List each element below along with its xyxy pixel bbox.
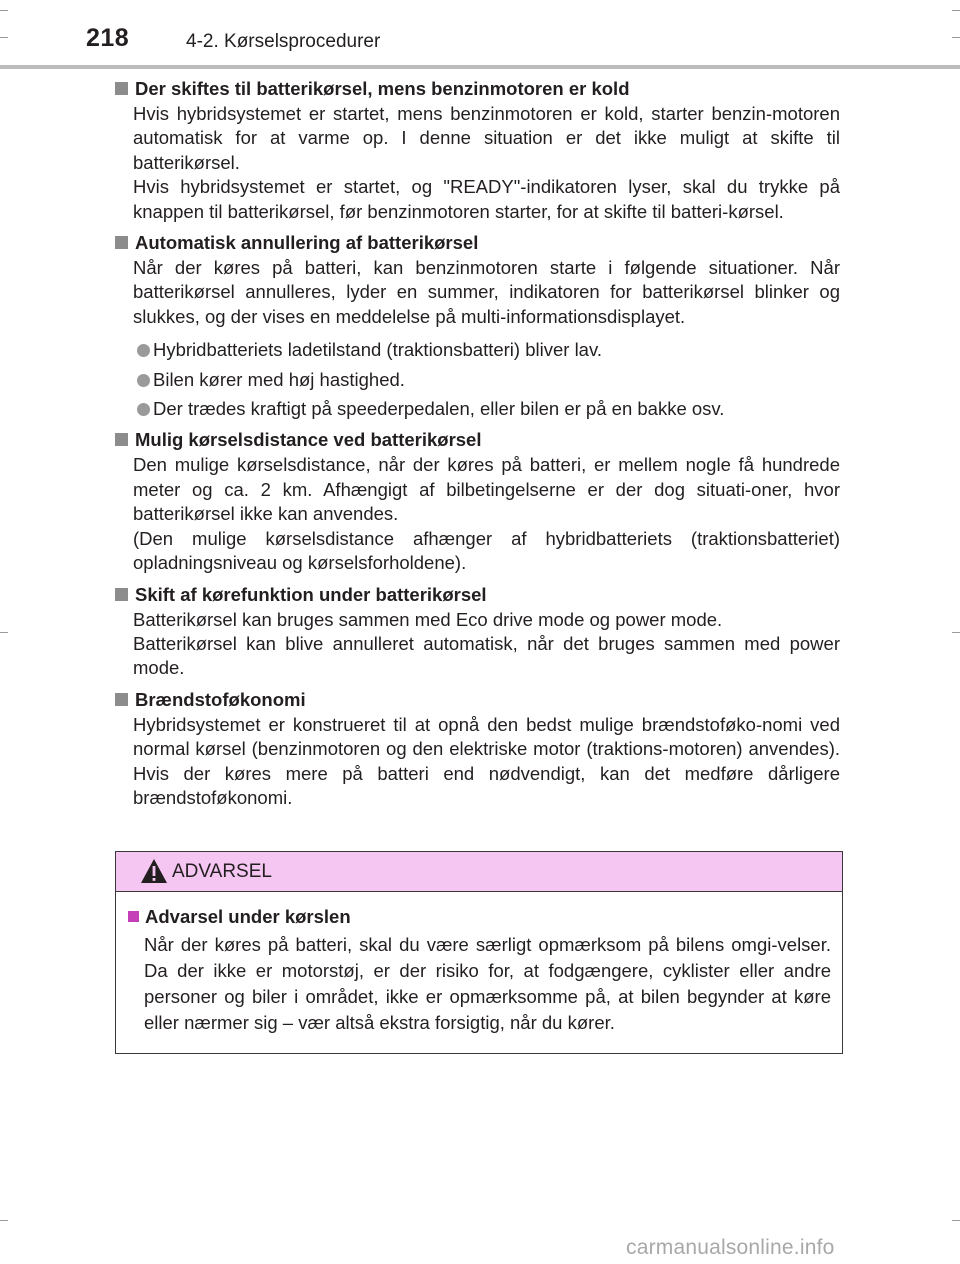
warning-text: Når der køres på batteri, skal du være særligt opmærksom på bilens omgi-velser. Da der ikke er motorstøj, er der risiko for, at fodgængere, cyklister eller andre personer og biler i området, ikke er opmærksomme på, at bilen begynder at køre eller nærmer sig – vær altså ekstra forsigtig, når du kører.	[144, 934, 831, 1033]
crop-mark	[0, 632, 8, 633]
list-item-text: Bilen kører med høj hastighed.	[153, 368, 405, 390]
crop-mark	[952, 632, 960, 633]
warning-heading	[126, 904, 831, 930]
list-item	[135, 397, 840, 421]
warning-heading-text: Advarsel under kørslen	[145, 906, 351, 927]
paragraph: Batterikørsel kan bruges sammen med Eco drive mode og power mode.	[133, 608, 723, 630]
section-heading	[114, 427, 840, 453]
paragraph: Batterikørsel kan blive annulleret automatisk, når det bruges sammen med power mode.	[133, 632, 840, 679]
list-item-text: Der trædes kraftigt på speederpedalen, eller bilen er på en bakke osv.	[153, 398, 725, 420]
section-title: 4-2. Kørselsprocedurer	[186, 31, 381, 52]
paragraph: Hvis hybridsystemet er startet, mens benzinmotoren er kold, starter benzin-motoren automatisk for at varme op. I denne situation er det ikke muligt at skifte til batterikørsel.	[133, 103, 840, 173]
round-bullet-icon	[137, 374, 150, 387]
list-item-text: Hybridbatteriets ladetilstand (traktionsbatteri) bliver lav.	[153, 339, 602, 361]
square-bullet-icon	[115, 82, 128, 95]
section-heading	[114, 230, 840, 256]
warning-body	[126, 904, 831, 1036]
list-item	[135, 368, 840, 392]
section-heading-text: Brændstoføkonomi	[135, 688, 306, 710]
crop-mark	[0, 37, 8, 38]
paragraph: Når der køres på batteri, kan benzinmotoren starte i følgende situationer. Når batterikørsel annulleres, lyder en summer, indikatoren for batterikørsel blinker og slukkes, og der vises en meddelelse på multi-informationsdisplayet.	[133, 257, 840, 327]
section-heading-text: Mulig kørselsdistance ved batterikørsel	[135, 429, 482, 451]
watermark: carmanualsonline.info	[626, 1236, 835, 1259]
warning-header	[116, 852, 842, 892]
header-divider	[0, 65, 960, 69]
page-number: 218	[86, 24, 130, 52]
paragraph: Den mulige kørselsdistance, når der køres på batteri, er mellem nogle få hundrede meter og ca. 2 km. Afhængigt af bilbetingelserne er der dog situati-oner, hvor batterikørsel ikke kan anvendes.	[133, 454, 840, 525]
list-item	[135, 338, 840, 362]
crop-mark	[952, 1220, 960, 1221]
paragraph: Hvis hybridsystemet er startet, og "READY"-indikatoren lyser, skal du trykke på knappen til batterikørsel, før benzinmotoren starter, for at skifte til batteri-kørsel.	[133, 176, 840, 222]
paragraph: Hybridsystemet er konstrueret til at opnå den bedst mulige brændstoføko-nomi ved normal kørsel (benzinmotoren og den elektriske motor (traktions-motoren) anvendes). Hvis der køres mere på batteri end nødvendigt, kan det medføre dårligere brændstoføkonomi.	[133, 713, 840, 808]
section-heading-text: Automatisk annullering af batterikørsel	[135, 232, 479, 254]
square-bullet-icon	[115, 588, 128, 601]
square-bullet-icon	[115, 236, 128, 249]
paragraph: (Den mulige kørselsdistance afhænger af hybridbatteriets (traktionsbatteriet) opladningsniveau og kørselsforholdene).	[133, 527, 840, 574]
crop-mark	[952, 37, 960, 38]
warning-box	[115, 851, 843, 1054]
square-bullet-icon	[128, 911, 139, 922]
warning-label: ADVARSEL	[172, 861, 272, 882]
crop-mark	[0, 1220, 8, 1221]
crop-mark	[952, 10, 960, 11]
warning-triangle-icon	[140, 858, 168, 884]
round-bullet-icon	[137, 344, 150, 357]
square-bullet-icon	[115, 433, 128, 446]
section-heading-text: Der skiftes til batterikørsel, mens benzinmotoren er kold	[135, 78, 630, 99]
section-heading	[114, 582, 840, 608]
section-heading-text: Skift af kørefunktion under batterikørsel	[135, 583, 487, 605]
main-content	[114, 76, 840, 810]
section-heading	[114, 687, 840, 713]
section-heading	[114, 76, 840, 102]
crop-mark	[0, 10, 8, 11]
square-bullet-icon	[115, 693, 128, 706]
round-bullet-icon	[137, 403, 150, 416]
